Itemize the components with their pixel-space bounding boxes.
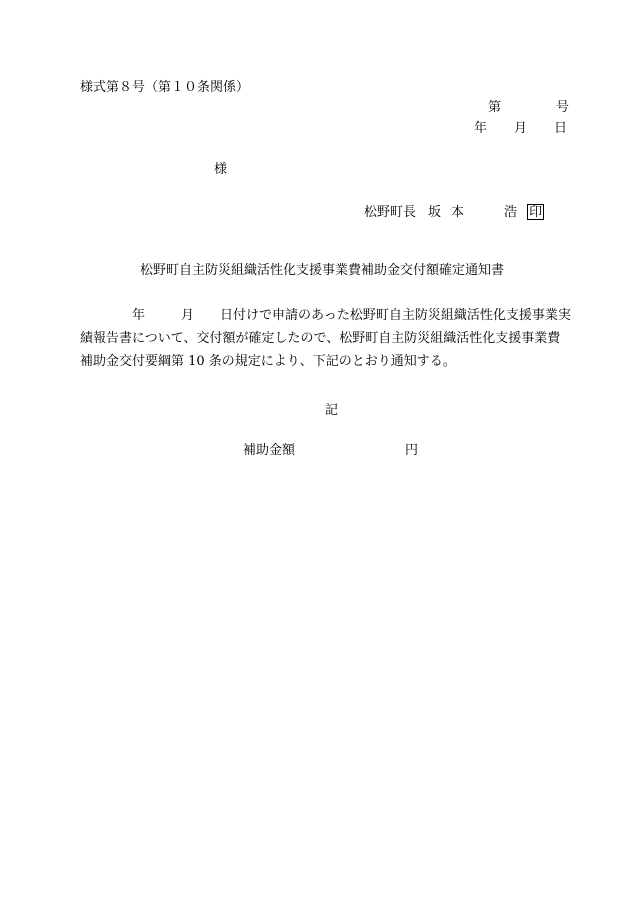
date-day: 日 bbox=[554, 121, 568, 136]
addressee-honorific: 様 bbox=[214, 162, 228, 177]
body-line-2: 績報告書について、交付額が確定したので、松野町自主防災組織活性化支援事業費 bbox=[80, 331, 561, 346]
body-year: 年 bbox=[132, 308, 146, 323]
document-date bbox=[474, 122, 567, 135]
sender bbox=[364, 204, 544, 220]
doc-number-suffix: 号 bbox=[556, 100, 570, 115]
doc-number-prefix: 第 bbox=[488, 100, 502, 115]
body-line-1 bbox=[80, 304, 580, 327]
sender-name-part-2: 本 bbox=[451, 205, 465, 220]
sender-name-part-3: 浩 bbox=[504, 205, 518, 220]
subsidy-amount bbox=[243, 444, 418, 457]
body-line-1-text: 日付けで申請のあった松野町自主防災組織活性化支援事業実 bbox=[220, 308, 571, 323]
sender-name-part-1: 坂 bbox=[428, 205, 442, 220]
document-number bbox=[488, 101, 569, 114]
body-month: 月 bbox=[181, 308, 195, 323]
seal-stamp: 印 bbox=[529, 205, 543, 220]
date-year: 年 bbox=[474, 121, 488, 136]
date-month: 月 bbox=[514, 121, 528, 136]
amount-label: 補助金額 bbox=[243, 443, 296, 458]
record-heading: 記 bbox=[325, 403, 339, 418]
body-line-3: 補助金交付要綱第 10 条の規定により、下記のとおり通知する。 bbox=[80, 354, 456, 369]
amount-unit: 円 bbox=[405, 443, 419, 458]
body-paragraph bbox=[80, 304, 580, 373]
sender-title: 松野町長 bbox=[364, 205, 417, 220]
document-title: 松野町自主防災組織活性化支援事業費補助金交付額確定通知書 bbox=[140, 263, 505, 278]
form-number: 様式第８号（第１０条関係） bbox=[80, 80, 250, 95]
